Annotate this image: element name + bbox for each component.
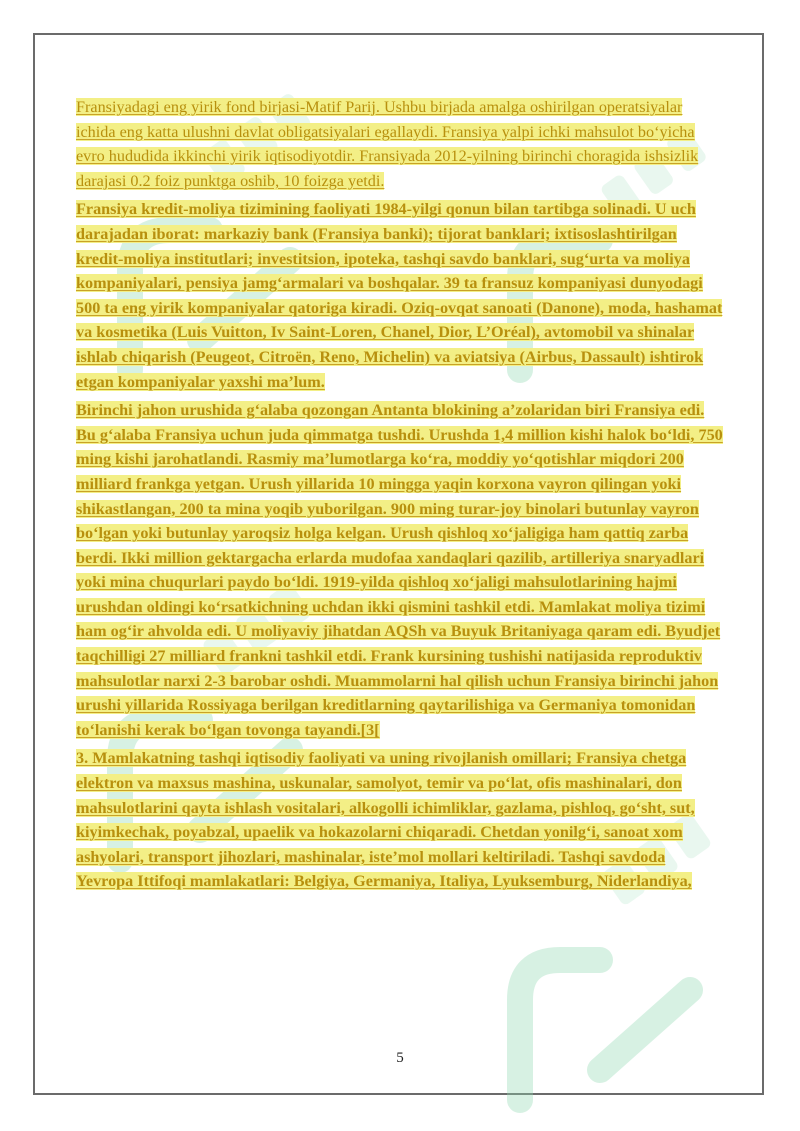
paragraph-text: Fransiya kredit-moliya tizimining faoliyati 1984-yilgi qonun bilan tartibga solinadi. U uch darajadan iborat: markaziy bank (Fransiya banki); tijorat banklari; ixtisoslashtirilgan kredit-moliya institutlari; investitsion, ipoteka, tashqi savdo banklari, sug‘urta va moliya kompaniyalari, pensiya jamg‘armalari va boshqalar. 39 ta fransuz kompaniyasi dunyodagi 500 ta eng yirik kompaniyalar qatoriga kiradi. Oziq-ovqat sanoati (Danone), moda, hashamat va kosmetika (Luis Vuitton, Iv Saint-Loren, Chanel, Dior, L’Oréal), avtomobil va shinalar ishlab chiqarish (Peugeot, Citroën, Reno, Michelin) va aviatsiya (Airbus, Dassault) ishtirok etgan kompaniyalar yaxshi ma’lum. bbox=[76, 200, 723, 391]
paragraph-stock-exchange bbox=[76, 95, 724, 193]
paragraph-text: 3. Mamlakatning tashqi iqtisodiy faoliyati va uning rivojlanish omillari; Fransiya chetga elektron va maxsus mashina, uskunalar, samolyot, temir va po‘lat, ofis mashinalari, don mahsulotlarini qayta ishlash vositalari, alkogolli ichimliklar, gazlama, pishloq, go‘sht, sut, kiyimkechak, poyabzal, upaelik va hokazolarni chiqaradi. Chetdan yonilg‘i, sanoat xom ashyolari, transport jihozlari, mashinalar, iste’mol mollari keltiriladi. Tashqi savdoda Yevropa Ittifoqi mamlakatlari: Belgiya, Germaniya, Italiya, Lyuksemburg, Niderlandiya, bbox=[76, 749, 695, 891]
paragraph-credit-system bbox=[76, 197, 724, 394]
paragraph-foreign-trade bbox=[76, 746, 724, 894]
paragraph-text: Birinchi jahon urushida g‘alaba qozongan Antanta blokining a’zolaridan biri Fransiya edi. Bu g‘alaba Fransiya uchun juda qimmatga tushdi. Urushda 1,4 million kishi halok bo‘ldi, 750 ming kishi jarohatlandi. Rasmiy ma’lumotlarga ko‘ra, moddiy yo‘qotishlar miqdori 200 milliard frankga yetgan. Urush yillarida 10 mingga yaqin korxona vayron qilingan yoki shikastlangan, 200 ta mina yoqib yuborilgan. 900 ming turar-joy binolari butunlay vayron bo‘lgan yoki butunlay yaroqsiz holga kelgan. Urush qishloq xo‘jaligiga ham qattiq zarba berdi. Ikki million gektargacha erlarda mudofaa xandaqlari qazilib, artilleriya snaryadlari yoki mina chuqurlari paydo bo‘ldi. 1919-yilda qishloq xo‘jaligi mahsulotlarining hajmi urushdan oldingi ko‘rsatkichning uchdan ikki qismini tashkil etdi. Mamlakat moliya tizimi ham og‘ir ahvolda edi. U moliyaviy jihatdan AQSh va Buyuk Britaniyaga qaram edi. Byudjet taqchilligi 27 milliard frankni tashkil etdi. Frank kursining tushishi natijasida reproduktiv mahsulotlar narxi 2-3 barobar oshdi. Muammolarni hal qilish uchun Fransiya birinchi jahon urushi yillarida Rossiyaga berilgan kreditlarning qaytarilishiga va Germaniya tomonidan to‘lanishi kerak bo‘lgan tovonga tayandi.[3[ bbox=[76, 401, 723, 739]
paragraph-text: Fransiyadagi eng yirik fond birjasi-Matif Parij. Ushbu birjada amalga oshirilgan operatsiyalar ichida eng katta ulushni davlat obligatsiyalari egallaydi. Fransiya yalpi ichki mahsulot bo‘yicha evro hududida ikkinchi yirik iqtisodiyotdir. Fransiyada 2012-yilning birinchi choragida ishsizlik darajasi 0.2 foiz punktga oshib, 10 foizga yetdi. bbox=[76, 98, 699, 190]
page-number: 5 bbox=[396, 1050, 404, 1066]
document-body bbox=[76, 95, 724, 898]
paragraph-world-war bbox=[76, 398, 724, 742]
